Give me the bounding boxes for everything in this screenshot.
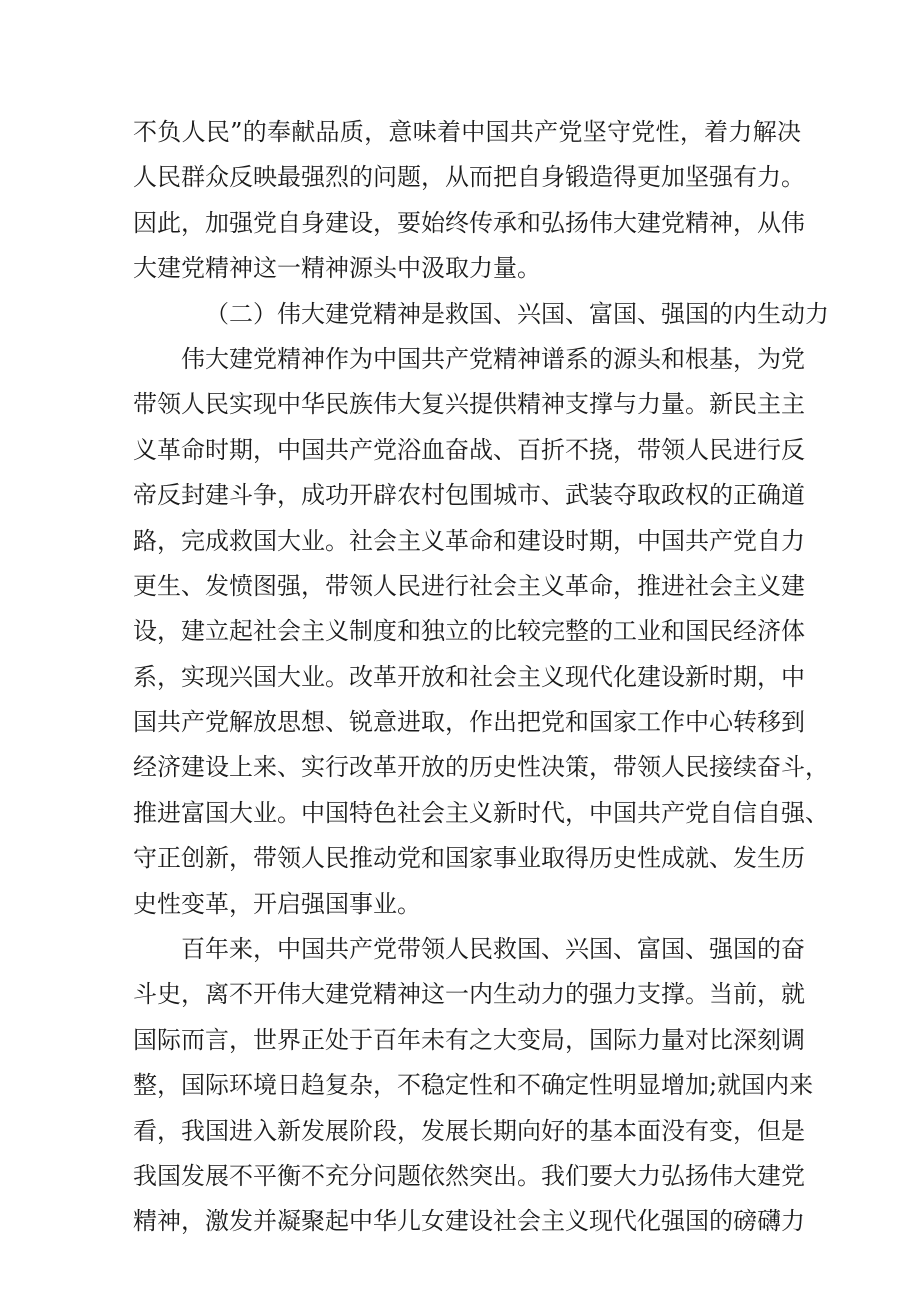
paragraph-line: 国际而言，世界正处于百年未有之大变局，国际力量对比深刻调	[133, 1025, 805, 1054]
paragraph-line: 斗史，离不开伟大建党精神这一内生动力的强力支撑。当前，就	[133, 980, 805, 1009]
paragraph-line: 国共产党解放思想、锐意进取，作出把党和国家工作中心转移到	[133, 708, 805, 737]
paragraph-1	[133, 110, 805, 292]
paragraph-line: 设，建立起社会主义制度和独立的比较完整的工业和国民经济体	[133, 617, 805, 646]
paragraph-3	[133, 927, 814, 1245]
paragraph-line: 推进富国大业。中国特色社会主义新时代，中国共产党自信自强、	[133, 798, 829, 827]
paragraph-line: 精神，激发并凝聚起中华儿女建设社会主义现代化强国的磅礴力	[133, 1207, 805, 1236]
paragraph-line: 看，我国进入新发展阶段，发展长期向好的基本面没有变，但是	[133, 1116, 805, 1145]
paragraph-line: 系，实现兴国大业。改革开放和社会主义现代化建设新时期，中	[133, 662, 805, 691]
paragraph-line: 人民群众反映最强烈的问题，从而把自身锻造得更加坚强有力。	[133, 163, 805, 192]
paragraph-line: 义革命时期，中国共产党浴血奋战、百折不挠，带领人民进行反	[133, 435, 805, 464]
paragraph-line: 整，国际环境日趋复杂，不稳定性和不确定性明显增加;就国内来	[133, 1071, 814, 1100]
document-body	[133, 110, 829, 1245]
paragraph-line: 守正创新，带领人民推动党和国家事业取得历史性成就、发生历	[133, 844, 805, 873]
paragraph-line: 百年来，中国共产党带领人民救国、兴国、富国、强国的奋	[181, 935, 805, 964]
paragraph-line: 帝反封建斗争，成功开辟农村包围城市、武装夺取政权的正确道	[133, 481, 805, 510]
paragraph-line: 伟大建党精神作为中国共产党精神谱系的源头和根基，为党	[181, 344, 805, 373]
paragraph-line: 带领人民实现中华民族伟大复兴提供精神支撑与力量。新民主主	[133, 390, 805, 419]
paragraph-2	[133, 337, 829, 927]
heading-line: （二）伟大建党精神是救国、兴国、富国、强国的内生动力	[205, 299, 829, 328]
section-heading	[133, 292, 829, 337]
paragraph-line: 我国发展不平衡不充分问题依然突出。我们要大力弘扬伟大建党	[133, 1161, 805, 1190]
paragraph-line: 路，完成救国大业。社会主义革命和建设时期，中国共产党自力	[133, 526, 805, 555]
paragraph-line: 大建党精神这一精神源头中汲取力量。	[133, 254, 541, 283]
paragraph-line: 史性变革，开启强国事业。	[133, 889, 421, 918]
paragraph-line: 经济建设上来、实行改革开放的历史性决策，带领人民接续奋斗，	[133, 753, 829, 782]
paragraph-line: 因此，加强党自身建设，要始终传承和弘扬伟大建党精神，从伟	[133, 208, 805, 237]
paragraph-line: 不负人民”的奉献品质，意味着中国共产党坚守党性，着力解决	[133, 118, 801, 146]
paragraph-line: 更生、发愤图强，带领人民进行社会主义革命，推进社会主义建	[133, 571, 805, 600]
